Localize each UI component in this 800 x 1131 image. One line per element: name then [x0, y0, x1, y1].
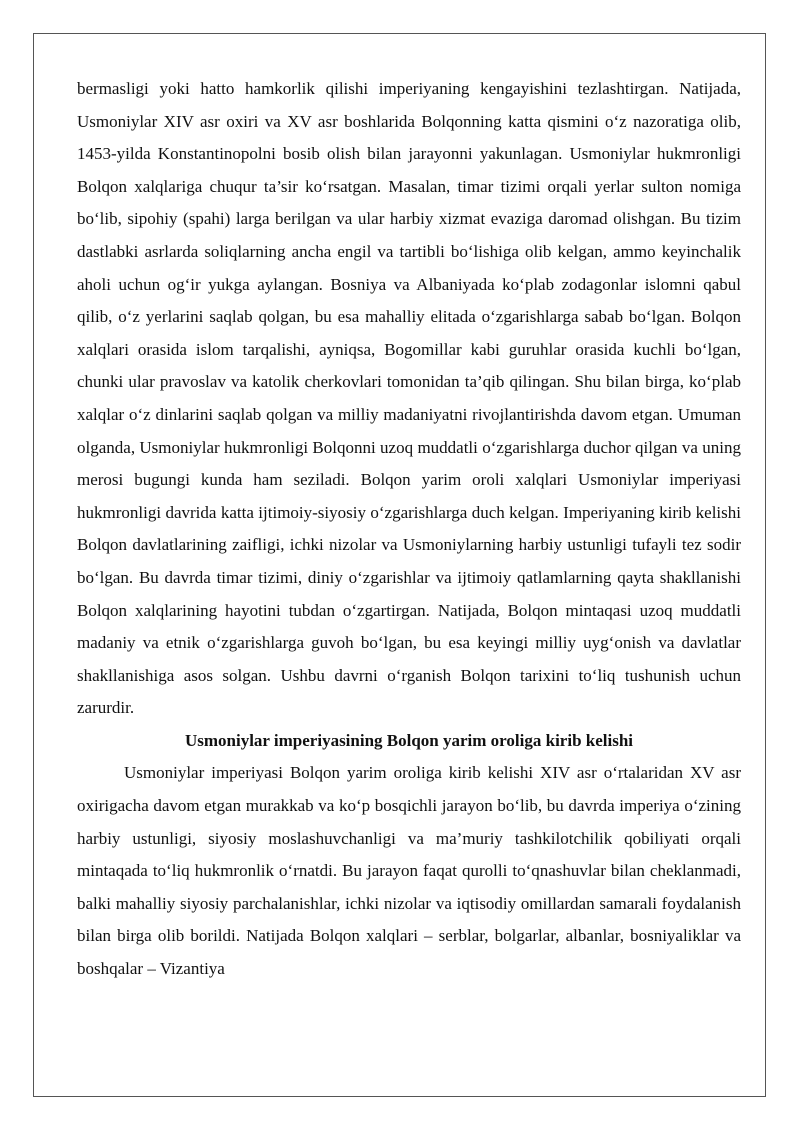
- body-paragraph-1: bermasligi yoki hatto hamkorlik qilishi imperiyaning kengayishini tezlashtirgan. Natijada, Usmoniylar XIV asr oxiri va XV asr boshlarida Bolqonning katta qismini o‘z nazoratiga olib, 1453-yilda Konstantinopolni bosib olish bilan jarayonni yakunlagan. Usmoniylar hukmronligi Bolqon xalqlariga chuqur ta’sir ko‘rsatgan. Masalan, timar tizimi orqali yerlar sulton nomiga bo‘lib, sipohiy (spahi) larga berilgan va ular harbiy xizmat evaziga daromad olishgan. Bu tizim dastlabki asrlarda soliqlarning ancha engil va tartibli bo‘lishiga olib kelgan, ammo keyinchalik aholi uchun og‘ir yukga aylangan. Bosniya va Albaniyada ko‘plab zodagonlar islomni qabul qilib, o‘z yerlarini saqlab qolgan, bu esa mahalliy elitada o‘zgarishlarga sabab bo‘lgan. Bolqon xalqlari orasida islom tarqalishi, ayniqsa, Bogomillar kabi guruhlar orasida kuchli bo‘lgan, chunki ular pravoslav va katolik cherkovlari tomonidan ta’qib qilingan. Shu bilan birga, ko‘plab xalqlar o‘z dinlarini saqlab qolgan va milliy madaniyatni rivojlantirishda davom etgan. Umuman olganda, Usmoniylar hukmronligi Bolqonni uzoq muddatli o‘zgarishlarga duchor qilgan va uning merosi bugungi kunda ham seziladi. Bolqon yarim oroli xalqlari Usmoniylar imperiyasi hukmronligi davrida katta ijtimoiy-siyosiy o‘zgarishlarga duch kelgan. Imperiyaning kirib kelishi Bolqon davlatlarining zaifligi, ichki nizolar va Usmoniylarning harbiy ustunligi tufayli tez sodir bo‘lgan. Bu davrda timar tizimi, diniy o‘zgarishlar va ijtimoiy qatlamlarning qayta shakllanishi Bolqon xalqlarining hayotini tubdan o‘zgartirgan. Natijada, Bolqon mintaqasi uzoq muddatli madaniy va etnik o‘zgarishlarga guvoh bo‘lgan, bu esa keyingi milliy uyg‘onish va davlatlar shakllanishiga asos solgan. Ushbu davrni o‘rganish Bolqon tarixini to‘liq tushunish uchun zarurdir.: [77, 79, 741, 718]
- section-heading: Usmoniylar imperiyasining Bolqon yarim oroliga kirib kelishi: [184, 730, 634, 750]
- document-body: [77, 73, 741, 986]
- body-paragraph-2: Usmoniylar imperiyasi Bolqon yarim oroliga kirib kelishi XIV asr o‘rtalaridan XV asr oxirigacha davom etgan murakkab va ko‘p bosqichli jarayon bo‘lib, bu davrda imperiya o‘zining harbiy ustunligi, siyosiy moslashuvchanligi va ma’muriy tashkilotchilik qobiliyati orqali mintaqada to‘liq hukmronlik o‘rnatdi. Bu jarayon faqat qurolli to‘qnashuvlar bilan cheklanmadi, balki mahalliy siyosiy parchalanishlar, ichki nizolar va iqtisodiy omillardan samarali foydalanish bilan birga olib borildi. Natijada Bolqon xalqlari – serblar, bolgarlar, albanlar, bosniyaliklar va boshqalar – Vizantiya: [77, 763, 741, 979]
